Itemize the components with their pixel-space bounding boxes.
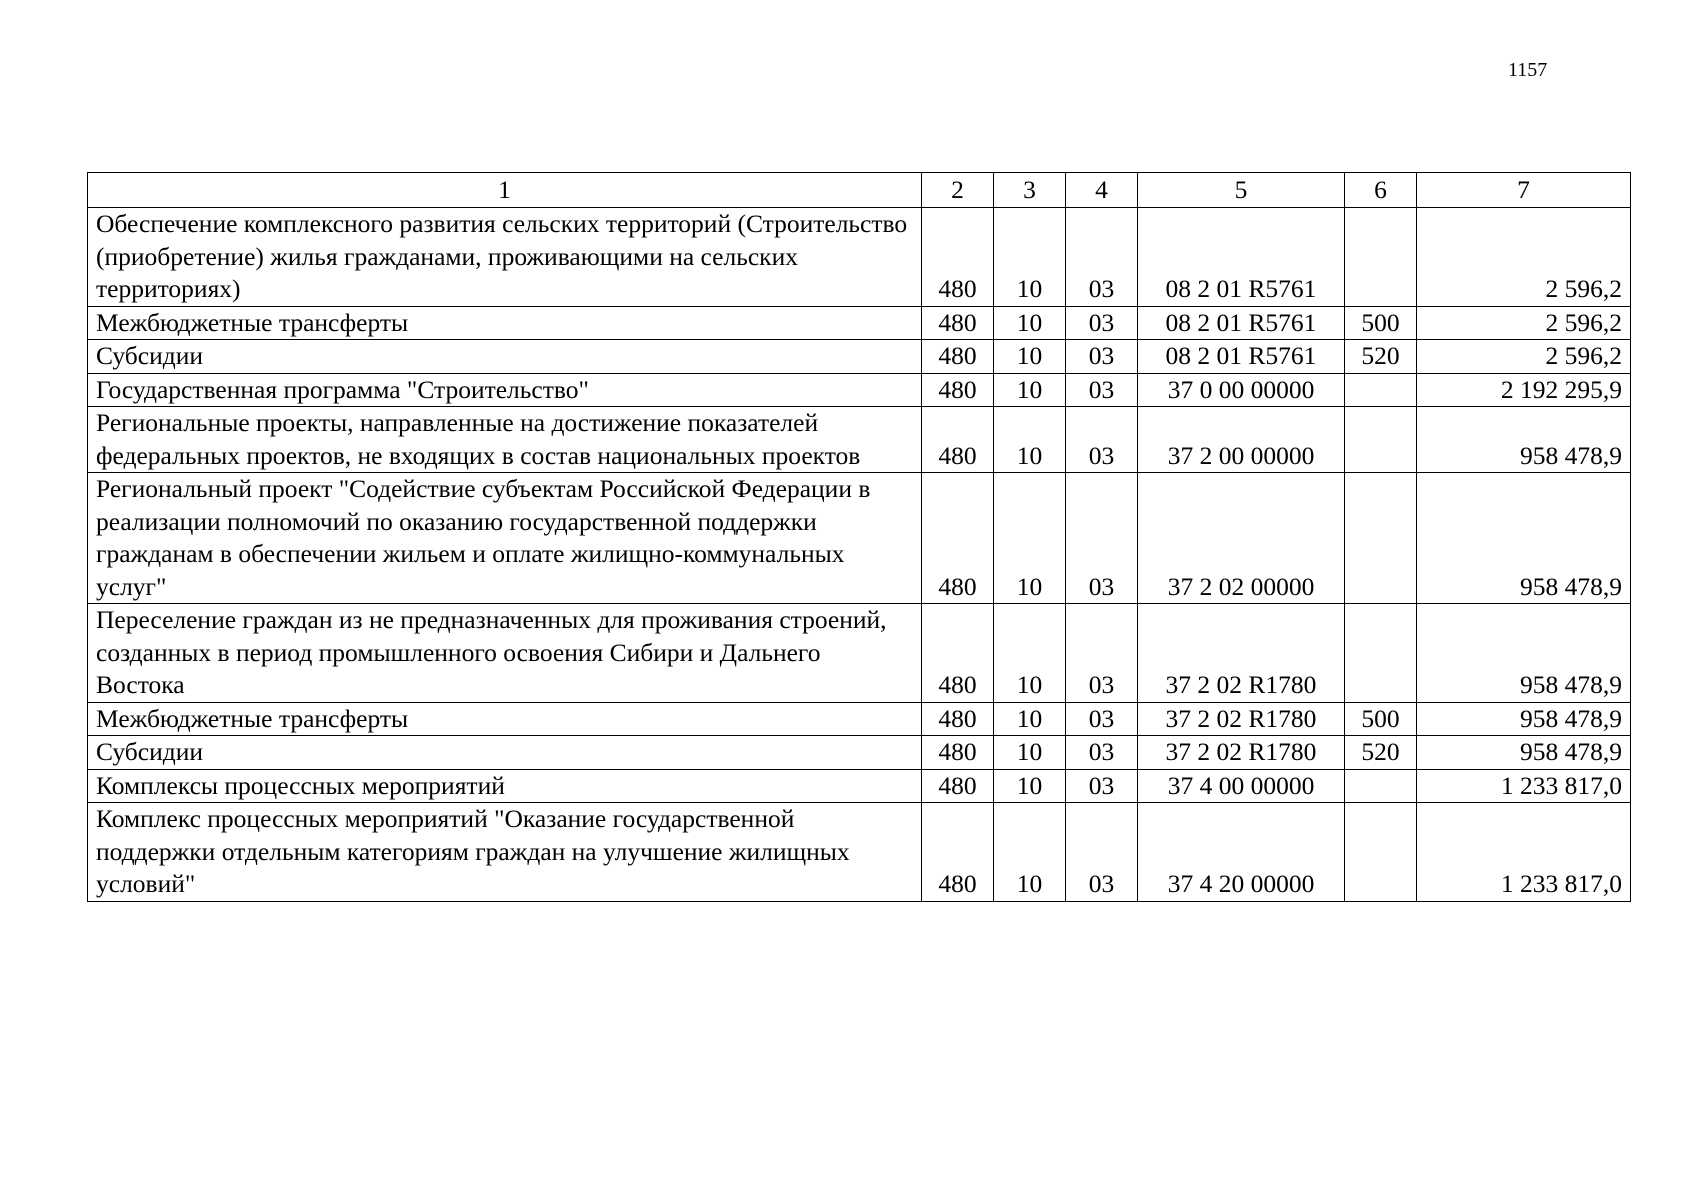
column-header-7: 7: [1417, 173, 1631, 208]
cell-col7: 2 596,2: [1417, 340, 1631, 374]
cell-col6: 500: [1345, 702, 1417, 736]
cell-col5: 37 4 20 00000: [1138, 803, 1345, 902]
cell-col3: 10: [994, 803, 1066, 902]
row-name: Региональный проект "Содействие субъектам Российской Федерации в реализации полномочий по оказанию государственной поддержки гражданам в обеспечении жильем и оплате жилищно-коммунальных услуг": [88, 473, 922, 604]
cell-col5: 37 2 02 00000: [1138, 473, 1345, 604]
cell-col2: 480: [922, 306, 994, 340]
cell-col2: 480: [922, 208, 994, 307]
cell-col6: [1345, 769, 1417, 803]
row-name: Обеспечение комплексного развития сельских территорий (Строительство (приобретение) жилья гражданами, проживающими на сельских территориях): [88, 208, 922, 307]
table-row: [88, 306, 1631, 340]
table-row: [88, 473, 1631, 604]
cell-col2: 480: [922, 769, 994, 803]
cell-col3: 10: [994, 702, 1066, 736]
cell-col5: 37 2 00 00000: [1138, 407, 1345, 473]
cell-col4: 03: [1066, 769, 1138, 803]
row-name: Региональные проекты, направленные на достижение показателей федеральных проектов, не входящих в состав национальных проектов: [88, 407, 922, 473]
cell-col5: 37 0 00 00000: [1138, 373, 1345, 407]
cell-col4: 03: [1066, 604, 1138, 703]
column-header-1: 1: [88, 173, 922, 208]
budget-table: [87, 172, 1631, 902]
cell-col6: 500: [1345, 306, 1417, 340]
table-row: [88, 407, 1631, 473]
cell-col4: 03: [1066, 736, 1138, 770]
table-row: [88, 803, 1631, 902]
cell-col6: [1345, 604, 1417, 703]
cell-col6: 520: [1345, 340, 1417, 374]
cell-col4: 03: [1066, 473, 1138, 604]
table-row: [88, 736, 1631, 770]
cell-col5: 37 2 02 R1780: [1138, 604, 1345, 703]
row-name: Комплексы процессных мероприятий: [88, 769, 922, 803]
cell-col5: 37 2 02 R1780: [1138, 702, 1345, 736]
row-name: Комплекс процессных мероприятий "Оказание государственной поддержки отдельным категориям граждан на улучшение жилищных условий": [88, 803, 922, 902]
column-header-6: 6: [1345, 173, 1417, 208]
cell-col5: 37 4 00 00000: [1138, 769, 1345, 803]
column-header-4: 4: [1066, 173, 1138, 208]
cell-col6: [1345, 373, 1417, 407]
cell-col2: 480: [922, 736, 994, 770]
row-name: Субсидии: [88, 736, 922, 770]
row-name: Субсидии: [88, 340, 922, 374]
cell-col7: 958 478,9: [1417, 702, 1631, 736]
cell-col7: 2 596,2: [1417, 208, 1631, 307]
row-name: Межбюджетные трансферты: [88, 306, 922, 340]
cell-col7: 1 233 817,0: [1417, 769, 1631, 803]
table-row: [88, 769, 1631, 803]
cell-col2: 480: [922, 473, 994, 604]
cell-col4: 03: [1066, 373, 1138, 407]
cell-col3: 10: [994, 769, 1066, 803]
cell-col3: 10: [994, 306, 1066, 340]
cell-col5: 37 2 02 R1780: [1138, 736, 1345, 770]
cell-col4: 03: [1066, 340, 1138, 374]
cell-col3: 10: [994, 407, 1066, 473]
cell-col7: 958 478,9: [1417, 736, 1631, 770]
column-header-5: 5: [1138, 173, 1345, 208]
cell-col3: 10: [994, 604, 1066, 703]
cell-col3: 10: [994, 340, 1066, 374]
cell-col5: 08 2 01 R5761: [1138, 208, 1345, 307]
cell-col4: 03: [1066, 407, 1138, 473]
column-header-2: 2: [922, 173, 994, 208]
cell-col3: 10: [994, 208, 1066, 307]
cell-col7: 958 478,9: [1417, 473, 1631, 604]
cell-col3: 10: [994, 736, 1066, 770]
cell-col7: 2 596,2: [1417, 306, 1631, 340]
cell-col6: [1345, 473, 1417, 604]
page-number: 1157: [1508, 59, 1548, 81]
cell-col2: 480: [922, 803, 994, 902]
row-name: Переселение граждан из не предназначенных для проживания строений, созданных в период промышленного освоения Сибири и Дальнего Востока: [88, 604, 922, 703]
cell-col7: 2 192 295,9: [1417, 373, 1631, 407]
cell-col6: 520: [1345, 736, 1417, 770]
column-header-3: 3: [994, 173, 1066, 208]
cell-col4: 03: [1066, 208, 1138, 307]
row-name: Межбюджетные трансферты: [88, 702, 922, 736]
header-row: [88, 173, 1631, 208]
cell-col6: [1345, 208, 1417, 307]
table-row: [88, 373, 1631, 407]
table-row: [88, 604, 1631, 703]
cell-col7: 958 478,9: [1417, 407, 1631, 473]
cell-col6: [1345, 803, 1417, 902]
cell-col2: 480: [922, 604, 994, 703]
cell-col4: 03: [1066, 803, 1138, 902]
cell-col2: 480: [922, 702, 994, 736]
cell-col6: [1345, 407, 1417, 473]
cell-col5: 08 2 01 R5761: [1138, 340, 1345, 374]
table-row: [88, 702, 1631, 736]
cell-col3: 10: [994, 473, 1066, 604]
cell-col5: 08 2 01 R5761: [1138, 306, 1345, 340]
table-row: [88, 208, 1631, 307]
cell-col7: 958 478,9: [1417, 604, 1631, 703]
cell-col2: 480: [922, 373, 994, 407]
cell-col3: 10: [994, 373, 1066, 407]
cell-col4: 03: [1066, 306, 1138, 340]
cell-col4: 03: [1066, 702, 1138, 736]
table-row: [88, 340, 1631, 374]
cell-col2: 480: [922, 407, 994, 473]
row-name: Государственная программа "Строительство": [88, 373, 922, 407]
cell-col2: 480: [922, 340, 994, 374]
cell-col7: 1 233 817,0: [1417, 803, 1631, 902]
